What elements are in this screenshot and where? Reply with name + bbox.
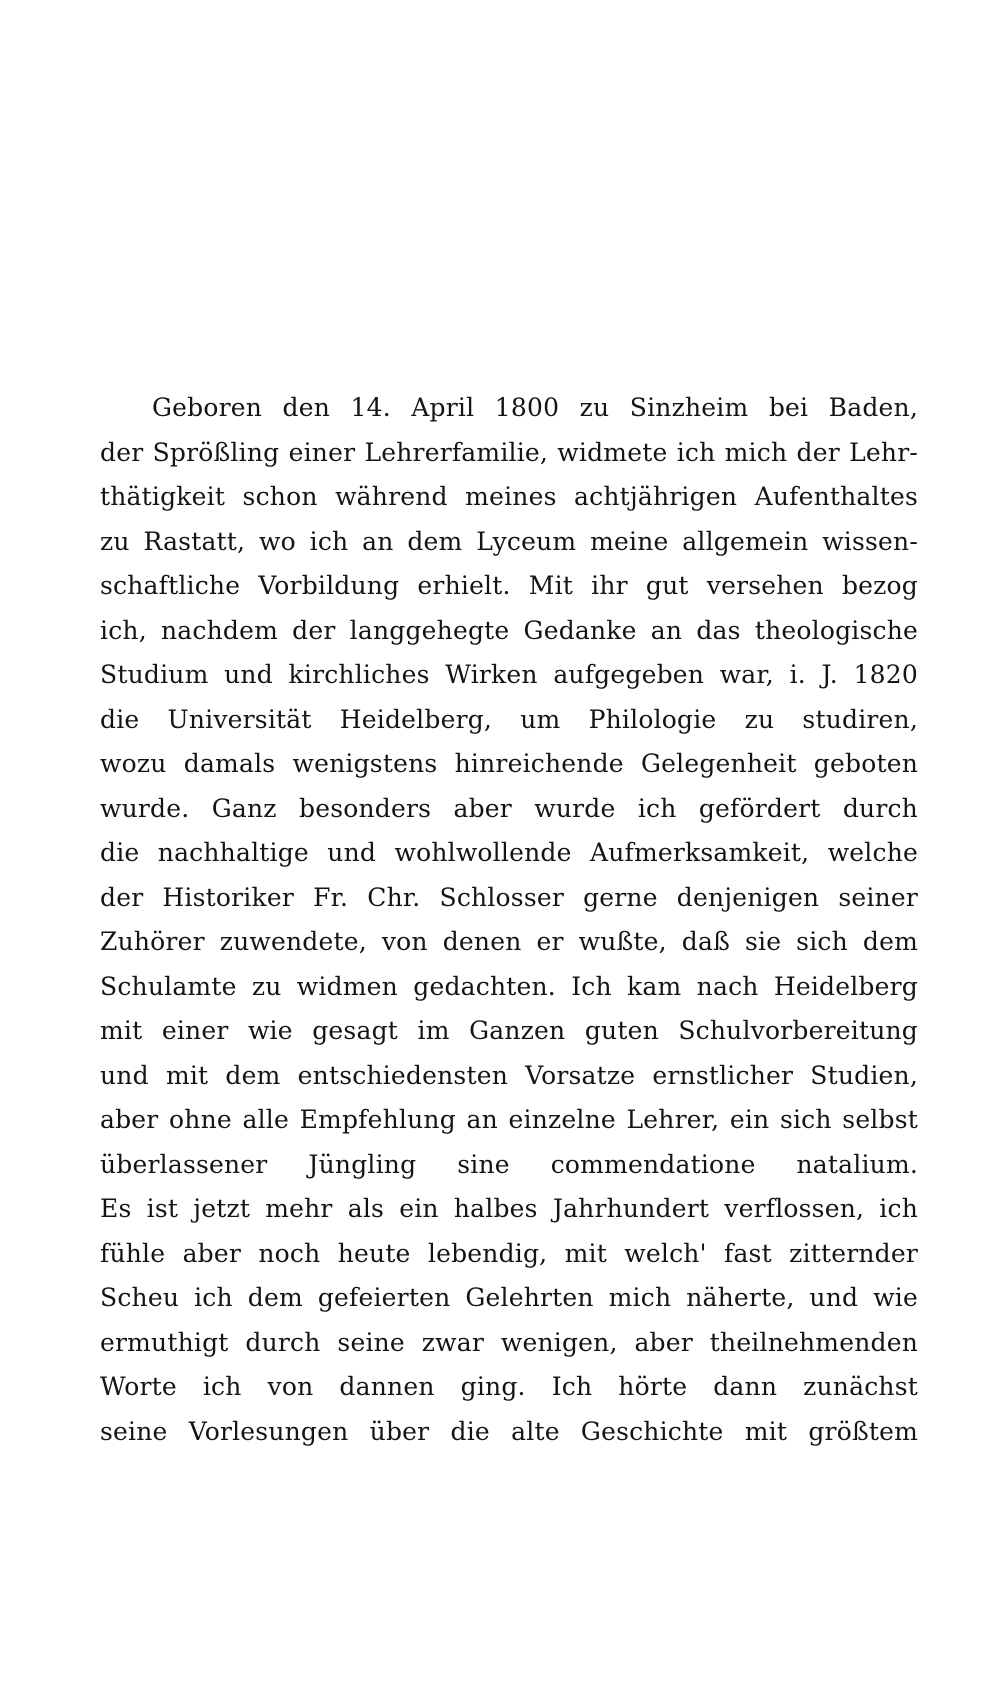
text-line: Zuhörer zuwendete, von denen er wußte, daß sie sich dem: [100, 927, 918, 956]
text-line: aber ohne alle Empfehlung an einzelne Lehrer, ein sich selbst: [100, 1105, 918, 1134]
text-line: mit einer wie gesagt im Ganzen guten Schulvorbereitung: [100, 1016, 918, 1045]
text-line: wozu damals wenigstens hinreichende Gelegenheit geboten: [100, 749, 918, 778]
text-line: wurde. Ganz besonders aber wurde ich gefördert durch: [100, 793, 918, 823]
text-line: Geboren den 14. April 1800 zu Sinzheim bei Baden,: [152, 393, 918, 422]
text-line: überlassener Jüngling sine commendatione natalium.: [100, 1149, 918, 1179]
text-line: ermuthigt durch seine zwar wenigen, aber theilnehmenden: [100, 1327, 918, 1357]
text-line: Studium und kirchliches Wirken aufgegeben war, i. J. 1820: [100, 660, 918, 689]
text-line: der Historiker Fr. Chr. Schlosser gerne denjenigen seiner: [100, 882, 918, 912]
text-line: die Universität Heidelberg, um Philologie zu studiren,: [100, 704, 918, 734]
text-line: der Sprößling einer Lehrerfamilie, widmete ich mich der Lehr-: [100, 437, 918, 467]
text-line: Es ist jetzt mehr als ein halbes Jahrhundert verflossen, ich: [100, 1194, 918, 1223]
text-line: fühle aber noch heute lebendig, mit welch' fast zitternder: [100, 1238, 918, 1268]
text-line: Worte ich von dannen ging. Ich hörte dann zunächst: [100, 1372, 918, 1401]
text-line: zu Rastatt, wo ich an dem Lyceum meine allgemein wissen-: [100, 526, 918, 556]
text-line: und mit dem entschiedensten Vorsatze ernstlicher Studien,: [100, 1060, 918, 1090]
text-line: schaftliche Vorbildung erhielt. Mit ihr gut versehen bezog: [100, 571, 918, 600]
text-line: ich, nachdem der langgehegte Gedanke an das theologische: [100, 615, 918, 645]
text-line: Scheu ich dem gefeierten Gelehrten mich näherte, und wie: [100, 1283, 918, 1312]
text-line: seine Vorlesungen über die alte Geschichte mit größtem: [100, 1416, 918, 1446]
body-paragraph: [100, 386, 918, 1454]
text-line: thätigkeit schon während meines achtjährigen Aufenthaltes: [100, 482, 918, 511]
text-line: die nachhaltige und wohlwollende Aufmerksamkeit, welche: [100, 838, 918, 867]
text-line: Schulamte zu widmen gedachten. Ich kam nach Heidelberg: [100, 971, 918, 1001]
